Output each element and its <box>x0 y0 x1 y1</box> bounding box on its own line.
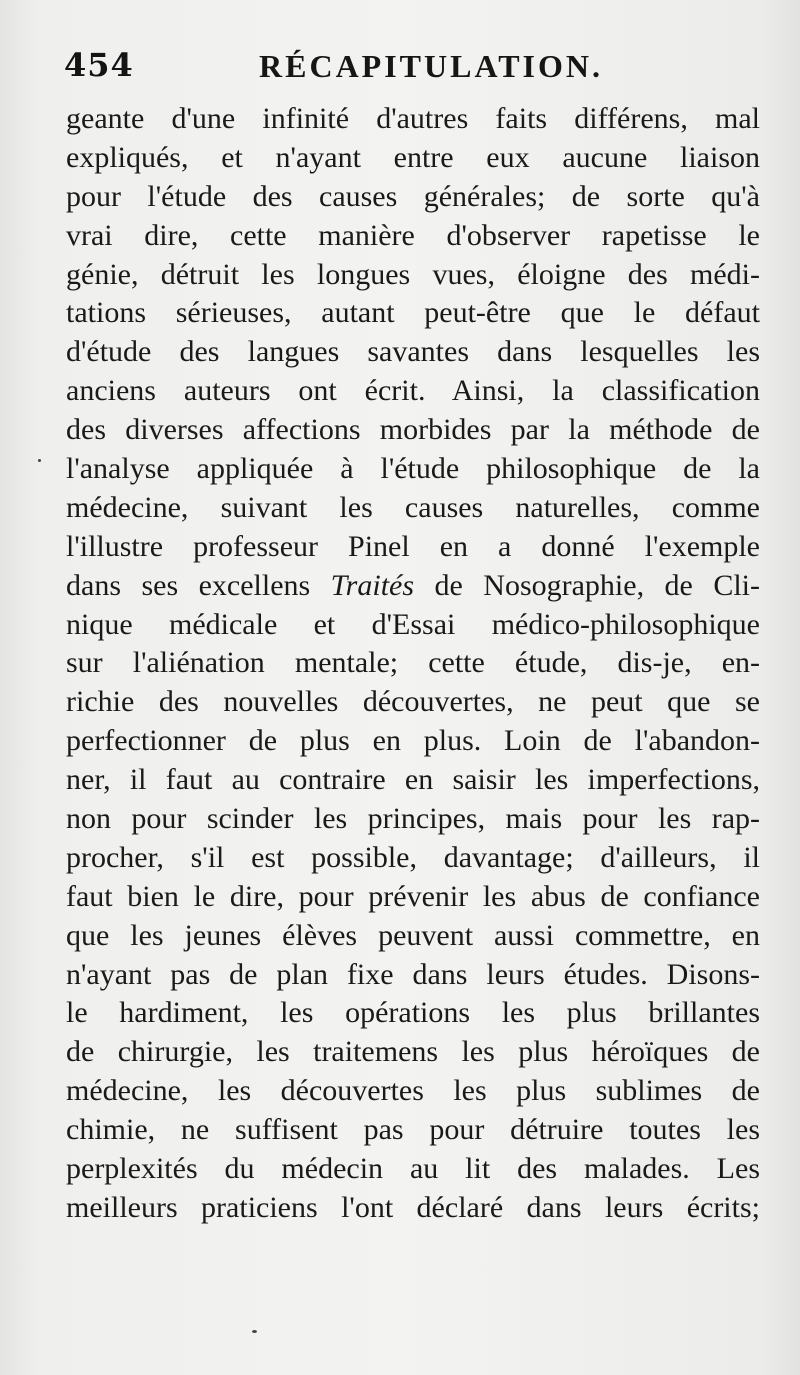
text-line: le hardiment, les opérations les plus brillantes <box>66 996 760 1030</box>
running-head: RÉCAPITULATION. <box>259 48 603 84</box>
text-line: de chirurgie, les traitemens les plus héroïques de <box>66 1035 760 1069</box>
text-line: pour l'étude des causes générales; de sorte qu'à <box>66 179 760 213</box>
text-line: l'illustre professeur Pinel en a donné l'exemple <box>66 529 760 563</box>
text-line: d'étude des langues savantes dans lesquelles les <box>66 335 760 369</box>
text-line: anciens auteurs ont écrit. Ainsi, la classification <box>66 374 760 408</box>
text-line: des diverses affections morbides par la méthode de <box>66 413 760 447</box>
text-line: génie, détruit les longues vues, éloigne des médi- <box>66 257 760 291</box>
text-line: l'analyse appliquée à l'étude philosophique de la <box>66 452 760 486</box>
text-line: chimie, ne suffisent pas pour détruire toutes les <box>66 1113 760 1147</box>
text-segment: de Nosographie, de Cli- <box>414 568 760 602</box>
ink-speck <box>38 459 41 462</box>
text-line: sur l'aliénation mentale; cette étude, dis-je, en- <box>66 646 760 680</box>
text-line: geante d'une infinité d'autres faits différens, mal <box>66 102 760 135</box>
text-line: perfectionner de plus en plus. Loin de l'abandon- <box>66 724 760 758</box>
italic-title: Traités <box>330 568 415 602</box>
text-line: tations sérieuses, autant peut-être que le défaut <box>66 296 760 330</box>
text-line: perplexités du médecin au lit des malades. Les <box>66 1152 760 1186</box>
text-line-with-italic <box>66 567 760 606</box>
text-line: meilleurs praticiens l'ont déclaré dans leurs écrits; <box>66 1190 760 1224</box>
text-line: n'ayant pas de plan fixe dans leurs études. Disons- <box>66 957 760 991</box>
text-line: nique médicale et d'Essai médico-philosophique <box>66 607 760 641</box>
body-text <box>66 100 760 1228</box>
text-line: expliqués, et n'ayant entre eux aucune liaison <box>66 140 760 174</box>
page-number: 454 <box>64 46 134 84</box>
text-line: ner, il faut au contraire en saisir les imperfections, <box>66 763 760 797</box>
text-line: vrai dire, cette manière d'observer rapetisse le <box>66 218 760 252</box>
text-line: richie des nouvelles découvertes, ne peut que se <box>66 685 760 719</box>
page-header <box>64 46 754 90</box>
text-line: faut bien le dire, pour prévenir les abus de confiance <box>66 879 760 913</box>
text-line: médecine, suivant les causes naturelles, comme <box>66 490 760 524</box>
text-line: procher, s'il est possible, davantage; d'ailleurs, il <box>66 840 760 874</box>
text-segment: dans ses excellens <box>66 568 331 602</box>
ink-speck <box>252 1330 257 1333</box>
text-line: non pour scinder les principes, mais pour les rap- <box>66 802 760 836</box>
text-line: que les jeunes élèves peuvent aussi commettre, en <box>66 918 760 952</box>
text-line: médecine, les découvertes les plus sublimes de <box>66 1074 760 1108</box>
